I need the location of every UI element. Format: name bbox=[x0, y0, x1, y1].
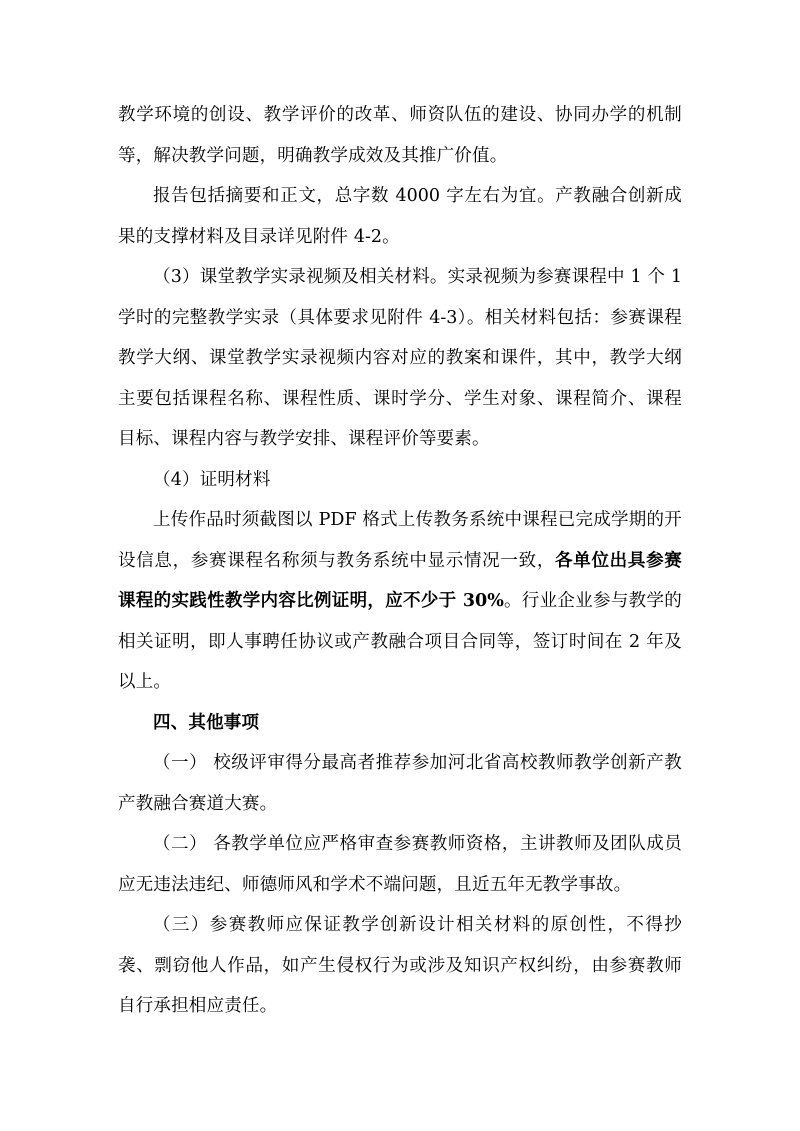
text-run: 字左右为宜。产教融合创新成果的支撑材料及目录详见附件 bbox=[118, 186, 682, 247]
text-run: 1 bbox=[630, 267, 642, 287]
para-other-2 bbox=[118, 824, 682, 905]
document-body bbox=[118, 95, 682, 1027]
para-report-scope bbox=[118, 176, 682, 257]
text-run: 4000 bbox=[395, 186, 440, 206]
text-run: 上传作品时须截图以 bbox=[153, 510, 319, 530]
text-run: （3）课堂教学实录视频及相关材料。实录视频为参赛课程中 bbox=[153, 267, 631, 287]
text-run: 报告包括摘要和正文，总字数 bbox=[153, 186, 396, 206]
para-other-1 bbox=[118, 743, 682, 824]
para-item-4-proof bbox=[118, 460, 682, 501]
text-run: ）。相关材料包括：参赛课程教学大纲、课堂教学实录视频内容对应的教案和课件，其中，教学大纲主要包括课程名称、课程性质、课时学分、学生对象、课程简介、课程目标、课程内容与教学安排、课程评价等要素。 bbox=[118, 307, 682, 449]
text-run: 4-2 bbox=[353, 226, 383, 247]
text-run: （一） 校级评审得分最高者推荐参加河北省高校教师教学创新产教产教融合赛道大赛。 bbox=[118, 753, 682, 814]
text-run: 4-3 bbox=[429, 307, 458, 328]
text-run: （二） 各教学单位应严格审查参赛教师资格，主讲教师及团队成员应无违法违纪、师德师风和学术不端问题，且近五年无教学事故。 bbox=[118, 834, 682, 895]
heading-other-matters bbox=[118, 703, 682, 744]
text-run: 学时的完整教学实录（具体要求见附件 bbox=[118, 307, 430, 328]
text-run: PDF bbox=[318, 510, 357, 530]
text-run: （三）参赛教师应保证教学创新设计相关材料的原创性，不得抄袭、剽窃他人作品，如产生侵权行为或涉及知识产权纠纷，由参赛教师自行承担相应责任。 bbox=[118, 915, 682, 1016]
text-run: 各单位出具参赛课程的实践性教学内容比例证明，应不少于 bbox=[118, 550, 682, 611]
text-run: 年及以上。 bbox=[118, 631, 682, 692]
text-run: 行业企业参与教学的相关证明，即人事聘任协议或产教融合项目合同等，签订时间在 bbox=[118, 591, 683, 652]
para-upload-requirements bbox=[118, 500, 682, 703]
text-run: 教学环境的创设、教学评价的改革、师资队伍的建设、协同办学的机制等，解决教学问题，明确教学成效及其推广价值。 bbox=[118, 105, 682, 166]
para-other-3 bbox=[118, 905, 682, 1027]
text-run: 格式上传教务系统中课程已完成学期的开设信息，参赛课程名称须与教务系统中显示情况一致， bbox=[118, 510, 682, 571]
text-run: 四、其他事项 bbox=[153, 712, 260, 733]
text-run: 2 bbox=[629, 631, 641, 652]
para-item-3-video bbox=[118, 257, 682, 460]
text-run: 1 bbox=[670, 267, 682, 287]
text-run: 30% bbox=[462, 591, 504, 611]
text-run: （4）证明材料 bbox=[153, 469, 271, 490]
text-run: 。 bbox=[382, 226, 400, 247]
para-teaching-environment bbox=[118, 95, 682, 176]
text-run: 个 bbox=[641, 267, 671, 287]
text-run: 。 bbox=[503, 591, 522, 611]
